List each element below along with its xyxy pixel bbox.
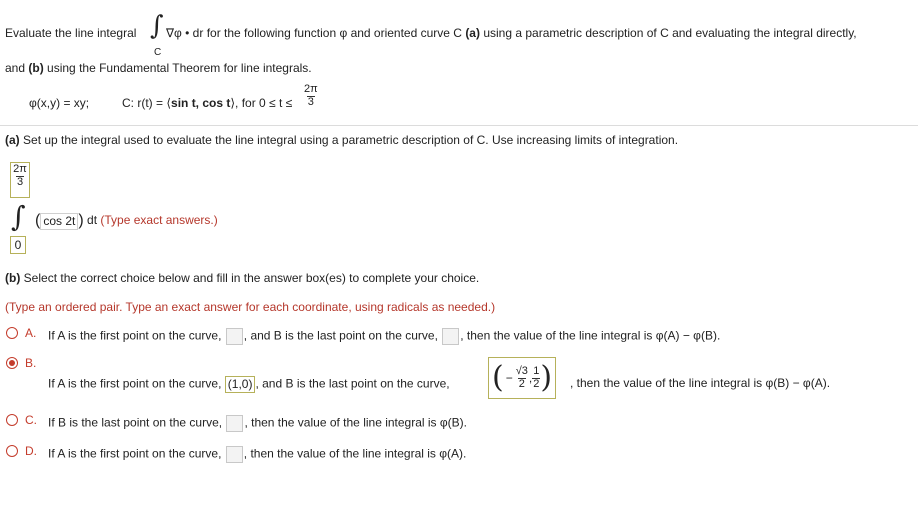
upper-limit-num: 2π <box>13 163 27 175</box>
t-max-den: 3 <box>307 95 314 108</box>
part-a-tag-inline: (a) <box>465 26 480 40</box>
problem-text-b: using a parametric description of C and evaluating the integral directly, <box>483 26 857 40</box>
part-a-integral-sign: ∫ <box>11 200 26 233</box>
point-b-sign: − <box>505 371 513 385</box>
option-a-text-1: If A is the first point on the curve, <box>48 328 222 343</box>
option-a-point-a-input[interactable] <box>226 328 243 345</box>
option-d-text-1: If A is the first point on the curve, <box>48 446 222 461</box>
point-b-comma: , <box>528 371 533 385</box>
t-max-num: 2π <box>304 83 318 95</box>
option-d-text <box>48 446 466 463</box>
point-b-num-1: √3 <box>515 364 528 377</box>
option-b-text-2: , and B is the last point on the curve, <box>255 376 450 391</box>
option-c-text-1: If B is the last point on the curve, <box>48 415 223 430</box>
part-b-tag-inline: (b) <box>28 61 44 75</box>
curve-prefix: C: r(t) = ⟨ <box>122 96 172 110</box>
option-b-letter: B. <box>25 356 37 370</box>
option-a-text <box>48 328 720 345</box>
option-b-radio[interactable] <box>6 357 18 369</box>
dt-label: dt <box>87 213 98 228</box>
problem-text-a: for the following function φ and oriented curve C <box>206 26 462 40</box>
option-a-point-b-input[interactable] <box>442 328 459 345</box>
phi-definition: φ(x,y) = xy; <box>29 96 90 110</box>
part-a-text: Set up the integral used to evaluate the line integral using a parametric description of C. Use increasing limits of integration. <box>23 133 679 147</box>
option-c-radio[interactable] <box>6 414 18 426</box>
curve-definition <box>122 96 292 110</box>
option-b-text-1: If A is the first point on the curve, <box>48 376 222 391</box>
option-a-text-3: , then the value of the line integral is φ(A) − φ(B). <box>460 328 721 343</box>
part-b-text: Select the correct choice below and fill in the answer box(es) to complete your choice. <box>23 271 480 285</box>
problem-line-1 <box>5 26 136 40</box>
option-c-text-2: , then the value of the line integral is φ(B). <box>244 415 468 430</box>
part-b-instruction <box>5 271 479 285</box>
point-b-den-2: 2 <box>533 377 540 390</box>
curve-suffix: ⟩, for 0 ≤ t ≤ <box>230 96 293 110</box>
lower-limit-input[interactable]: 0 <box>10 236 26 254</box>
option-c-letter: C. <box>25 413 37 427</box>
option-a-text-2: , and B is the last point on the curve, <box>243 328 438 343</box>
option-b-point-b-input[interactable]: ( − $\frac{√3}{2}$ , $\frac{1}{2}$ ) <box>488 357 556 399</box>
integrand-answer-input[interactable]: cos 2t <box>40 213 78 230</box>
problem-line-2 <box>5 61 312 75</box>
point-b-num-2: 1 <box>533 364 540 377</box>
section-divider <box>0 125 918 126</box>
upper-limit-input[interactable] <box>10 162 30 198</box>
option-d-radio[interactable] <box>6 445 18 457</box>
part-a-hint: (Type exact answers.) <box>100 213 218 228</box>
problem-line-1-rest <box>166 26 857 40</box>
option-d-text-2: , then the value of the line integral is φ(A). <box>243 446 467 461</box>
integral-sign: ∫ <box>150 11 164 41</box>
option-a-letter: A. <box>25 326 37 340</box>
problem-line-2-text: using the Fundamental Theorem for line integrals. <box>47 61 312 75</box>
t-max-fraction <box>303 84 319 108</box>
part-b-hint: (Type an ordered pair. Type an exact answer for each coordinate, using radicals as needed.) <box>5 300 496 314</box>
upper-limit-den: 3 <box>16 175 24 188</box>
point-b-den-1: 2 <box>518 377 525 390</box>
option-d-letter: D. <box>25 444 37 458</box>
curve-components: sin t, cos t <box>171 96 231 110</box>
part-b-tag: (b) <box>5 271 21 285</box>
option-a-radio[interactable] <box>6 327 18 339</box>
option-c-point-b-input[interactable] <box>226 415 243 432</box>
integral-subscript: C <box>154 47 162 58</box>
option-b-text-3: , then the value of the line integral is φ(B) − φ(A). <box>570 376 831 390</box>
option-c-text <box>48 415 467 432</box>
integrand-row: ( cos 2t ) dt (Type exact answers.) <box>35 212 218 229</box>
problem-intro-text: Evaluate the line integral <box>5 26 137 40</box>
option-d-point-a-input[interactable] <box>226 446 243 463</box>
option-b-point-a-input[interactable]: (1,0) <box>225 376 256 393</box>
option-b-text <box>48 376 450 393</box>
integrand: ∇φ • dr <box>166 26 204 40</box>
part-a-tag: (a) <box>5 133 20 147</box>
and-text: and <box>5 61 26 75</box>
part-a-instruction <box>5 133 678 147</box>
